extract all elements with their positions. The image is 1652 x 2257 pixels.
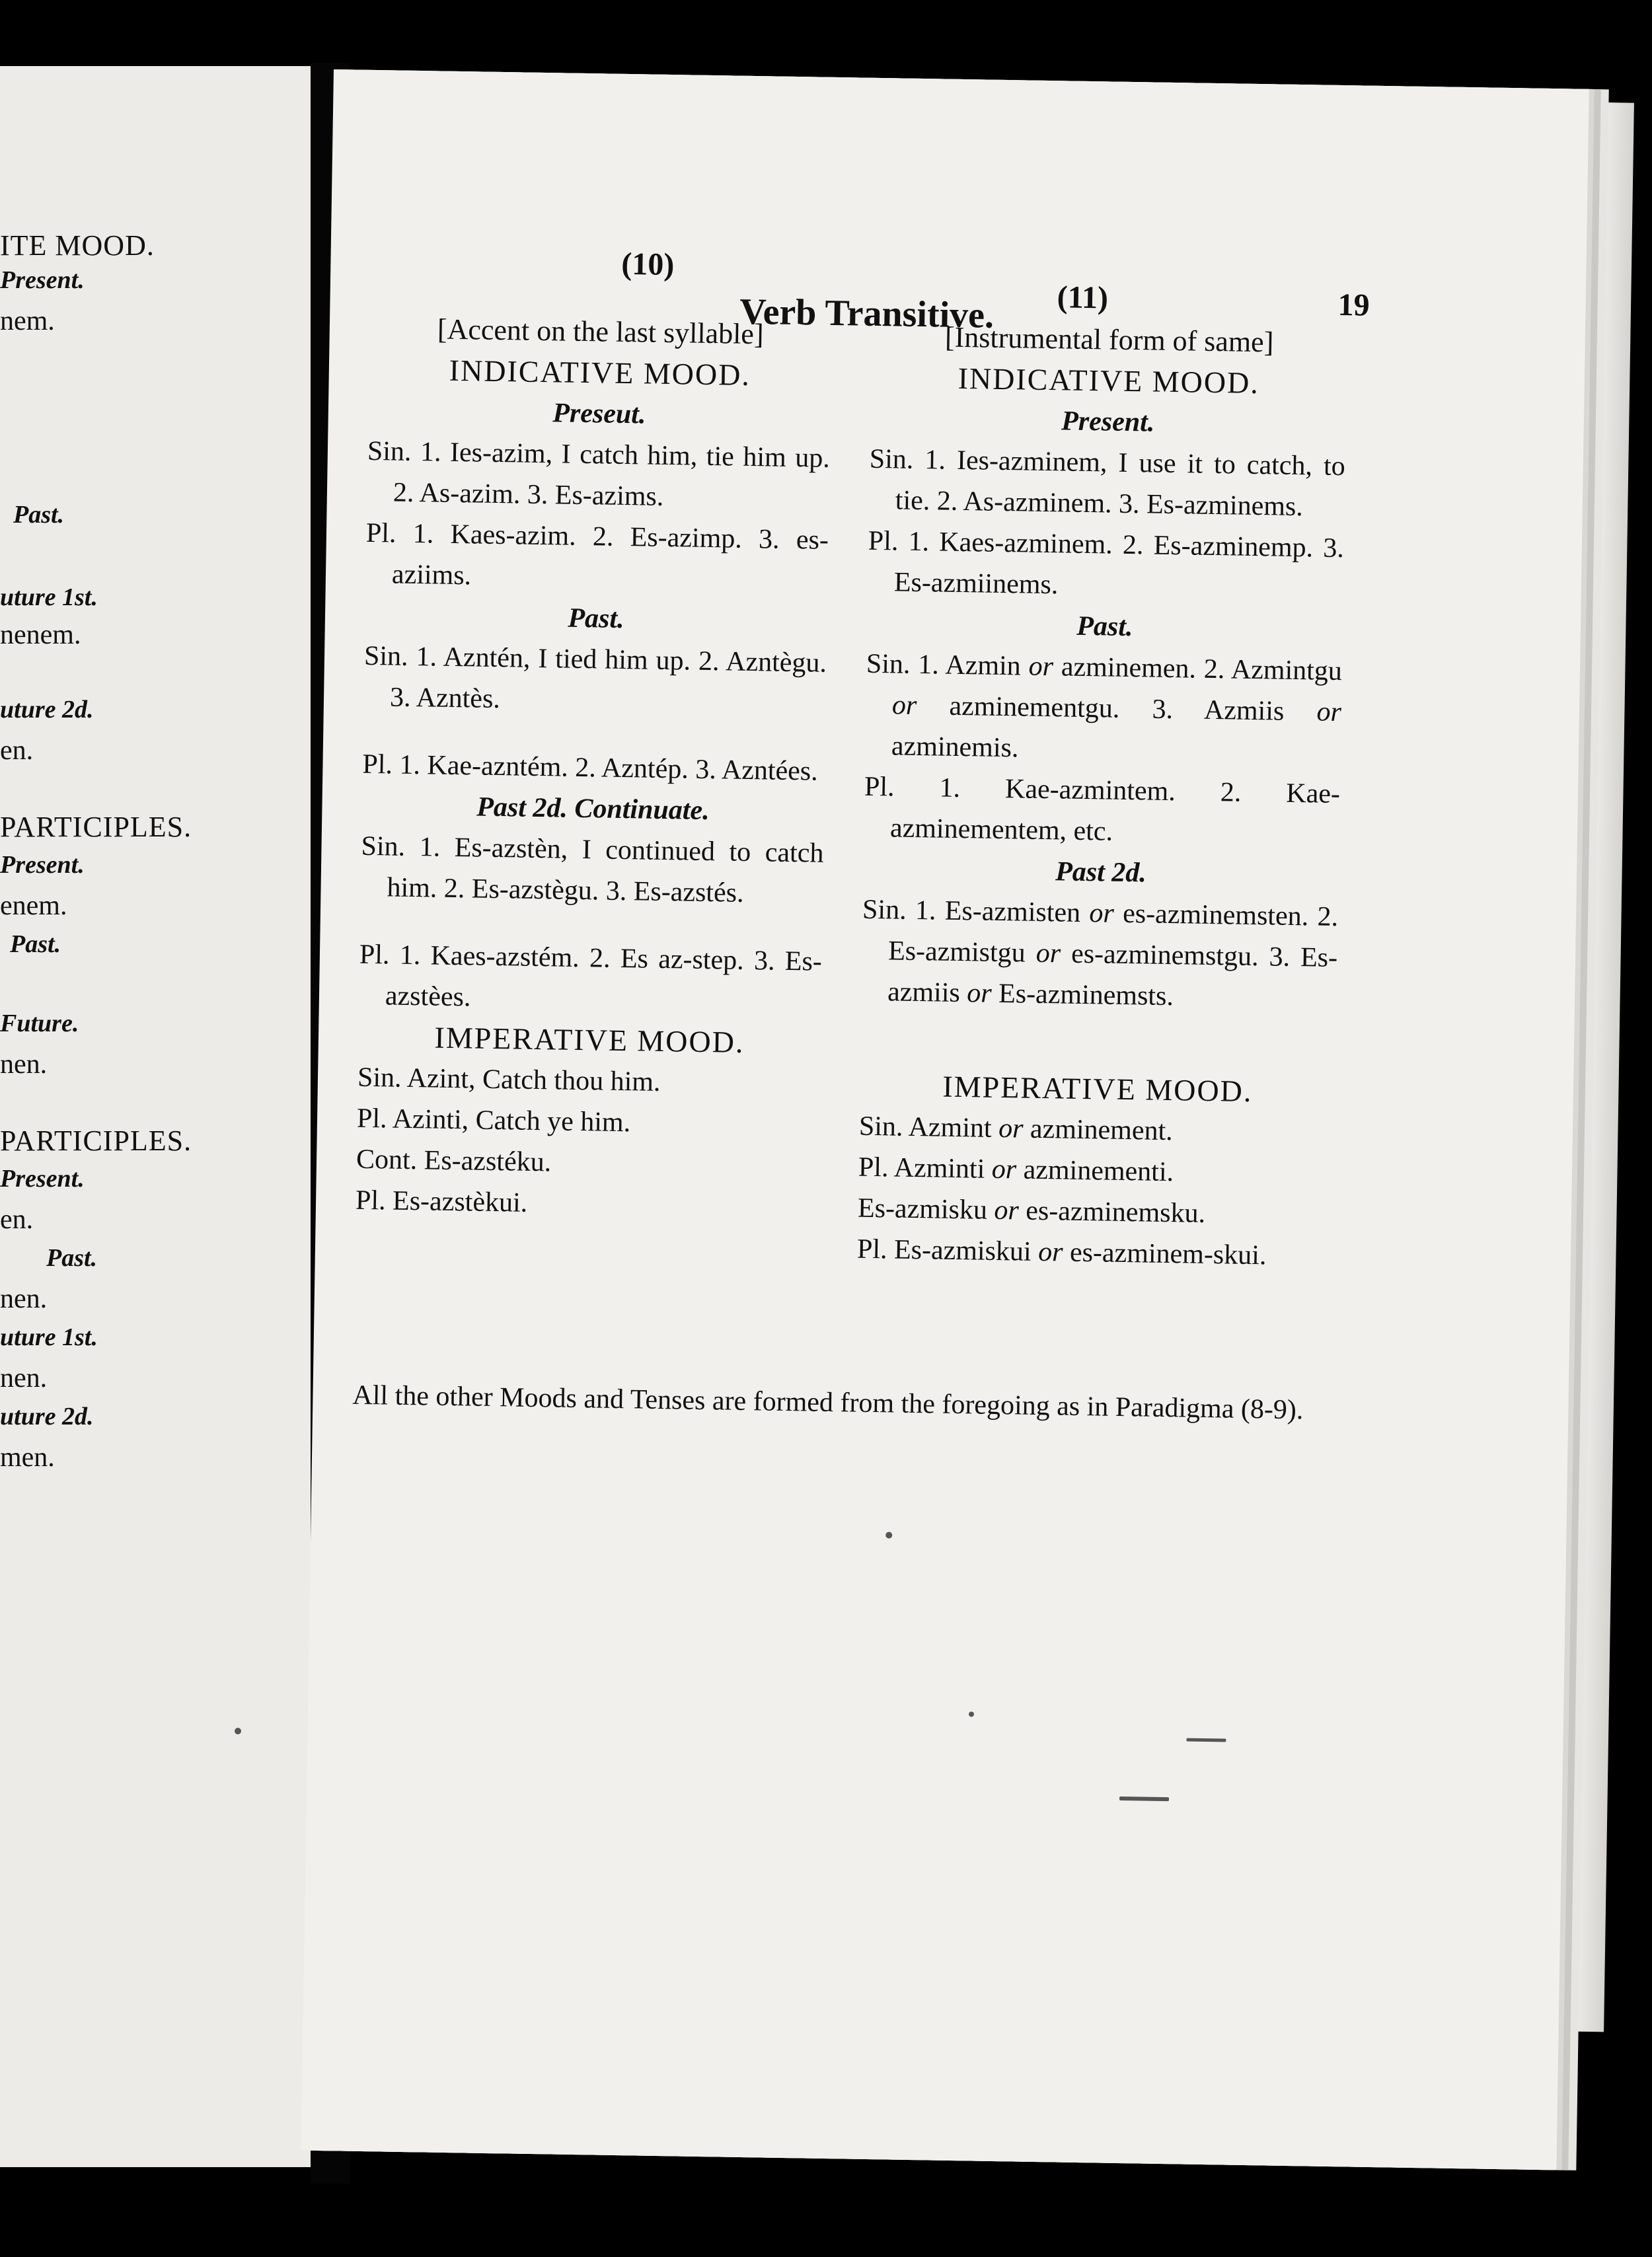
left-page-line: enem. <box>0 891 67 921</box>
conjugation-entry: Sin. 1. Es-azstèn, I continued to catch him. 2. Es-azstègu. 3. Es-azstés. <box>361 831 824 908</box>
left-page-line: PARTICIPLES. <box>0 811 192 843</box>
section-number-right: (11) <box>1057 279 1109 316</box>
tense-heading: Preseut. <box>552 398 646 430</box>
conjugation-entry: Sin. 1. Azntén, I tied him up. 2. Azntègu. 3. Azntès. <box>363 640 827 715</box>
main-page <box>301 69 1589 2170</box>
tense-heading: Past 2d. <box>1055 856 1147 889</box>
conjugation-entry: Sin. Azint, Catch thou him. <box>357 1062 661 1097</box>
conjugation-entry: Sin. 1. Azmin or azminemen. 2. Azmintgu or azminementgu. 3. Azmiis or azminemis. <box>866 648 1343 764</box>
left-page-line: uture 1st. <box>0 1323 98 1351</box>
column-accented <box>356 308 833 1228</box>
conjugation-entry: Es-azmisku or es-azminemsku. <box>857 1193 1206 1229</box>
left-page-line: nem. <box>0 306 55 336</box>
page-number: 19 <box>1337 287 1370 323</box>
left-page-line: nen. <box>0 1049 48 1080</box>
left-page-line: nen. <box>0 1363 48 1393</box>
conjugation-entry: Pl. 1. Kaes-azstém. 2. Es az-step. 3. Es-azstèes. <box>359 939 823 1013</box>
column-caption: [Instrumental form of same] <box>944 320 1274 359</box>
mood-heading: INDICATIVE MOOD. <box>957 361 1260 400</box>
left-page-line: nenem. <box>0 620 81 650</box>
section-number-left: (10) <box>621 246 675 283</box>
left-facing-page <box>0 66 311 2167</box>
mood-heading: IMPERATIVE MOOD. <box>434 1020 745 1059</box>
conjugation-entry: Sin. Azmint or azminement. <box>858 1111 1174 1147</box>
page-title: Verb Transitive. <box>739 291 995 336</box>
left-page-line: Present. <box>0 851 85 879</box>
left-page-line: Past. <box>46 1244 98 1272</box>
conjugation-entry: Cont. Es-azstéku. <box>356 1144 552 1178</box>
conjugation-entry: Sin. 1. Ies-azim, I catch him, tie him up. 2. As-azim. 3. Es-azims. <box>367 435 831 512</box>
conjugation-entry: Pl. Es-azmiskui or es-azminem-skui. <box>856 1234 1267 1271</box>
left-page-line: Future. <box>0 1010 79 1037</box>
conjugation-entry: Pl. Es-azstèkui. <box>355 1185 528 1218</box>
ink-speck <box>885 1532 892 1538</box>
conjugation-entry: Pl. 1. Kae-azntém. 2. Azntép. 3. Azntées. <box>362 749 819 787</box>
conjugation-entry: Sin. 1. Es-azmisten or es-azminemsten. 2. Es-azmistgu or es-azminemstgu. 3. Es-azmiis or Es-azminemsts. <box>862 894 1339 1012</box>
left-page-line: en. <box>0 735 34 766</box>
column-caption: [Accent on the last syllable] <box>437 313 764 351</box>
ink-speck <box>969 1711 974 1717</box>
tense-heading: Present. <box>1061 406 1155 438</box>
tense-heading: Past 2d. Continuate. <box>476 792 710 827</box>
left-page-line: men. <box>0 1442 55 1473</box>
left-page-line: Past. <box>10 930 61 958</box>
conjugation-entry: Pl. Azinti, Catch ye him. <box>356 1103 631 1138</box>
ink-speck <box>235 1728 241 1734</box>
mood-heading: INDICATIVE MOOD. <box>449 353 751 392</box>
left-page-line: Present. <box>0 1165 85 1193</box>
left-page-line: uture 1st. <box>0 583 98 611</box>
ink-smudge <box>1119 1796 1169 1801</box>
conjugation-entry: Pl. 1. Kaes-azim. 2. Es-azimp. 3. es-aziims. <box>365 517 829 591</box>
mood-heading: IMPERATIVE MOOD. <box>942 1069 1253 1109</box>
tense-heading: Past. <box>568 603 624 635</box>
conjugation-entry: Sin. 1. Ies-azminem, I use it to catch, to tie. 2. As-azminem. 3. Es-azminems. <box>869 443 1346 523</box>
left-page-line: uture 2d. <box>0 1403 94 1430</box>
tense-heading: Past. <box>1076 610 1133 643</box>
left-page-line: uture 2d. <box>0 696 94 723</box>
footer-note: All the other Moods and Tenses are formed from the foregoing as in Paradigma (8-9). <box>352 1380 1304 1426</box>
ink-smudge <box>1186 1738 1226 1742</box>
conjugation-entry: Pl. 1. Kae-azmintem. 2. Kae-azminementem, etc. <box>864 771 1341 847</box>
conjugation-entry: Pl. Azminti or azminementi. <box>858 1152 1174 1188</box>
left-page-line: Present. <box>0 266 85 294</box>
column-instrumental <box>857 316 1348 1277</box>
left-page-line: ITE MOOD. <box>0 229 155 262</box>
left-page-line: nen. <box>0 1284 48 1314</box>
left-page-line: Past. <box>13 501 65 529</box>
left-page-line: PARTICIPLES. <box>0 1125 192 1157</box>
conjugation-entry: Pl. 1. Kaes-azminem. 2. Es-azminemp. 3. Es-azmiinems. <box>868 525 1345 601</box>
left-page-line: en. <box>0 1204 34 1235</box>
